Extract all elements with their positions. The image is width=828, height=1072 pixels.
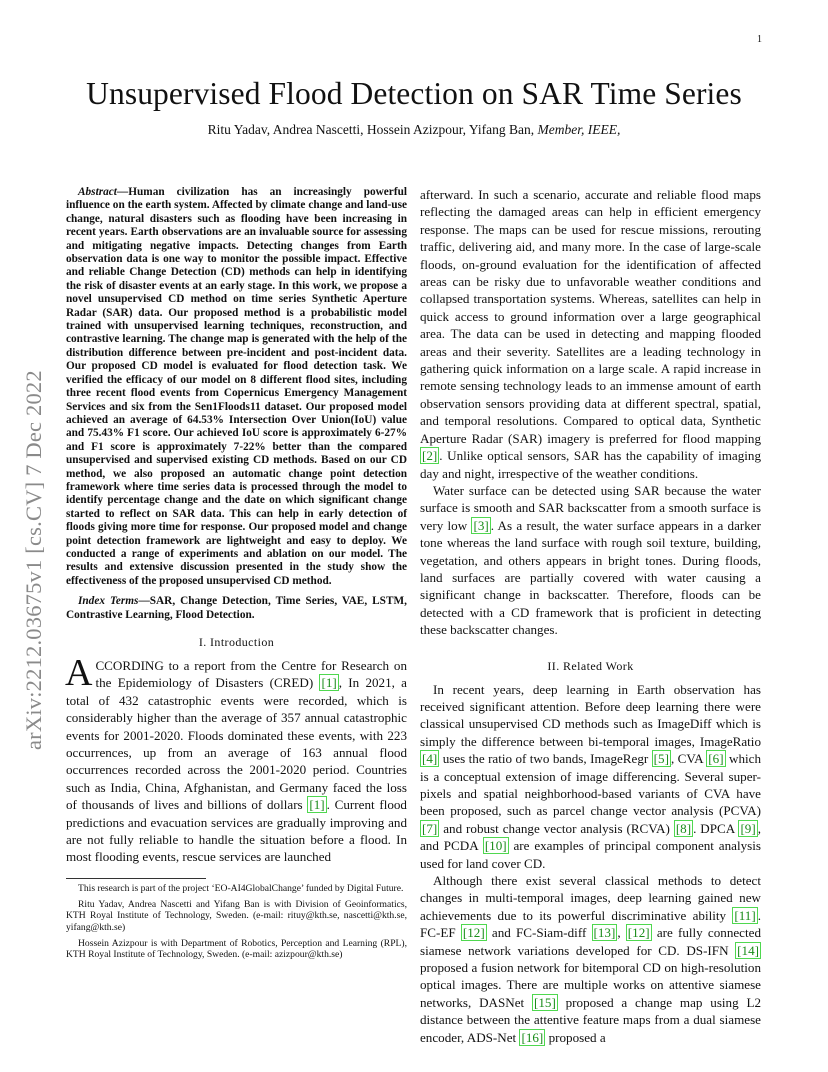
citation-link[interactable]: [4] xyxy=(422,751,438,767)
body-text: are examples of principal component analysis used for land cover CD. xyxy=(420,838,761,871)
body-text: which is a conceptual extension of image differencing. Several super-pixels and spatial neighborhood-based variants of CVA have been proposed, such as parcel change vector analysis (PCVA) xyxy=(420,751,761,819)
citation-link[interactable]: [15] xyxy=(533,994,556,1010)
author-membership: Member, IEEE, xyxy=(537,122,621,137)
abstract-text: —Human civilization has an increasingly powerful influence on the earth system. Affected by climate change and land-use change, natural disasters such as flooding have been increasing in recent years. Earth observations are an invaluable source for assessing and mitigating negative impacts. Detecting changes from Earth observation data is one way to monitor the possible impact. Effective and reliable Change Detection (CD) methods can help in identifying the risk of disaster events at an early stage. In this work, we propose a novel unsupervised CD method on time series Synthetic Aperture Radar (SAR) data. Our proposed method is a probabilistic model trained with unsupervised learning techniques, reconstruction, and contrastive learning. The change map is generated with the help of the distribution difference between pre-incident and post-incident data. Our proposed CD model is evaluated for flood detection task. We verified the efficacy of our model on 8 different flood sites, including three recent flood events from Copernicus Emergency Management Services and six from the Sen1Floods11 dataset. Our proposed model achieved an average of 64.53% Intersection Over Union(IoU) value and 75.43% F1 score. Our achieved IoU score is approximately 6-27% and F1 score is approximately 7-22% better than the compared unsupervised and supervised existing CD methods. Based on our CD method, we also proposed an automatic change point detection framework where time series data is processed through the model to identify percentage change and the date on which significant change started to reflect on SAR data. This can help in early detection of floods giving more time for response. Our proposed model and change point detection framework are lightweight and easy to deploy. We conducted a range of experiments and ablation on our model. The results and extensive discussion presented in the study show the effectiveness of the proposed unsupervised CD method. xyxy=(66,186,407,587)
citation-link[interactable]: [8] xyxy=(675,820,692,836)
body-text: uses the ratio of two bands, ImageRegr xyxy=(439,751,652,767)
body-text: . Unlike optical sensors, SAR has the capability of imaging day and night, irrespective of the weather conditions. xyxy=(420,448,761,481)
citation-link[interactable]: [2] xyxy=(422,448,438,464)
abstract-lead: Abstract xyxy=(78,186,117,198)
citation-link[interactable]: [12] xyxy=(462,925,485,941)
footnote-funding: This research is part of the project ‘EO-AI4GlobalChange’ funded by Digital Future. xyxy=(78,882,404,894)
footnote-affiliation-kth-geo: Ritu Yadav, Andrea Nascetti and Yifang Ban is with Division of Geoinformatics, KTH Royal Institute of Technology, Sweden. (e-mail: rituy@kth.se, nascetti@kth.se, yifang@kth.se) xyxy=(66,898,407,933)
dropcap: A xyxy=(65,652,93,694)
citation-link[interactable]: [1] xyxy=(321,675,337,691)
citation-link[interactable]: [7] xyxy=(422,820,438,836)
citation-link[interactable]: [10] xyxy=(484,838,507,854)
intro-text: , In 2021, a total of 432 catastrophic events were recorded, which is considerably higher than the average of 357 annual catastrophic events for 2001-2020. Floods dominated these events, with 223 occurrences, up from an average of 163 annual flood occurrences recorded across the 2001-2020 period. Countries such as India, China, Afghanistan, and Germany faced the loss of thousands of lives and billions of dollars xyxy=(66,675,407,813)
citation-link[interactable]: [9] xyxy=(740,820,756,836)
body-text: and robust change vector analysis (RCVA) xyxy=(439,820,674,836)
footnote-divider xyxy=(66,878,206,879)
section-heading-introduction: I. Introduction xyxy=(198,635,275,649)
citation-link[interactable]: [12] xyxy=(627,925,650,941)
right-column xyxy=(420,186,761,1046)
body-text: afterward. In such a scenario, accurate and reliable flood maps reflecting the damaged areas can help in efficient emergency response. The maps can be used for rescue missions, rerouting traffic, delivering aid, and many more. In the case of large-scale floods, on-ground evaluation for the identification of affected areas can be risky due to unfavorable weather conditions and collapsed transportation systems. Whereas, satellites can help in quick access to ground information over a large geographical area. The data can be used in detecting and mapping flooded areas and their severity. Satellites are a leading technology in gathering quick information on a large scale. A rapid increase in remote sensing technology leads to an immense amount of earth observation sensors providing data at different spectral, spatial, and temporal resolutions. Compared to optical data, Synthetic Aperture Radar (SAR) imagery is preferred for flood mapping xyxy=(420,187,761,446)
left-column xyxy=(66,186,407,961)
section-heading-related-work: II. Related Work xyxy=(547,658,634,673)
intro-text: . Current flood predictions and evacuation services are gradually improving and are not fully reliable to handle the situation before a flood. In most flooding events, rescue services are launched xyxy=(66,797,407,865)
footnote-affiliation-kth-rpl: Hossein Azizpour is with Department of Robotics, Perception and Learning (RPL), KTH Royal Institute of Technology, Sweden. (e-mail: azizpour@kth.se) xyxy=(66,937,407,961)
body-text: and FC-Siam-diff xyxy=(486,925,592,941)
body-text: . DPCA xyxy=(693,820,739,836)
related-work-paragraph-1 xyxy=(420,681,761,872)
body-text: , xyxy=(617,925,626,941)
body-text: proposed a xyxy=(545,1029,606,1045)
citation-link[interactable]: [1] xyxy=(309,797,325,813)
arxiv-stamp: arXiv:2212.03675v1 [cs.CV] 7 Dec 2022 xyxy=(21,370,46,750)
body-text: Although there exist several classical methods to detect changes in multi-temporal images, deep learning gained new achievements due to its powerful discriminative ability xyxy=(420,873,761,923)
citation-link[interactable]: [6] xyxy=(708,751,724,767)
body-text: , and PCDA xyxy=(420,820,761,854)
citation-link[interactable]: [11] xyxy=(734,907,756,923)
intro-paragraph-water xyxy=(420,482,761,639)
citation-link[interactable]: [13] xyxy=(593,925,616,941)
citation-link[interactable]: [3] xyxy=(473,517,489,533)
intro-paragraph-continued xyxy=(420,186,761,482)
body-text: In recent years, deep learning in Earth observation has received significant attention. Before deep learning there were classical unsupervised CD methods such as ImageDiff which is simply the difference between bi-temporal images, ImageRatio xyxy=(420,681,761,749)
intro-text: CCORDING to a report from the Centre for Research on the Epidemiology of Disasters (CRED) xyxy=(95,658,407,691)
citation-link[interactable]: [14] xyxy=(737,942,759,958)
index-terms-lead: Index Terms xyxy=(78,595,139,608)
body-text: . FC-EF xyxy=(420,907,761,941)
abstract xyxy=(66,186,407,588)
author-names: Ritu Yadav, Andrea Nascetti, Hossein Azizpour, Yifang Ban, xyxy=(207,122,535,137)
body-text: . As a result, the water surface appears in a darker tone whereas the land surface with rough soil texture, building, vegetation, and others appears in bright tones. During floods, land surfaces are partially covered with water causing a significant change in backscatter. Therefore, floods can be detected with a CD framework that is proficient in detecting these backscatter changes. xyxy=(420,517,761,638)
paper-title: Unsupervised Flood Detection on SAR Time Series xyxy=(86,76,742,111)
related-work-paragraph-2 xyxy=(420,872,761,1046)
body-text: proposed a change map using L2 distance between the attentive feature maps from a dual siamese encoder, ADS-Net xyxy=(420,994,761,1045)
page-number: 1 xyxy=(757,34,762,45)
intro-paragraph xyxy=(65,652,407,866)
citation-link[interactable]: [16] xyxy=(521,1029,544,1045)
index-terms-text: —SAR, Change Detection, Time Series, VAE, LSTM, Contrastive Learning, Flood Detection. xyxy=(66,595,407,621)
body-text: , CVA xyxy=(670,751,707,767)
author-list xyxy=(40,122,788,138)
body-text: proposed a fusion network for bitemporal CD on high-resolution optical images. There are multiple works on attentive siamese networks, DASNet xyxy=(420,960,761,1010)
index-terms xyxy=(66,595,407,622)
body-text: are fully connected siamese network variations developed for CD. DS-IFN xyxy=(420,925,761,958)
citation-link[interactable]: [5] xyxy=(653,751,669,767)
body-text: Water surface can be detected using SAR because the water surface is smooth and SAR backscatter from a smooth surface is very low xyxy=(420,482,761,533)
